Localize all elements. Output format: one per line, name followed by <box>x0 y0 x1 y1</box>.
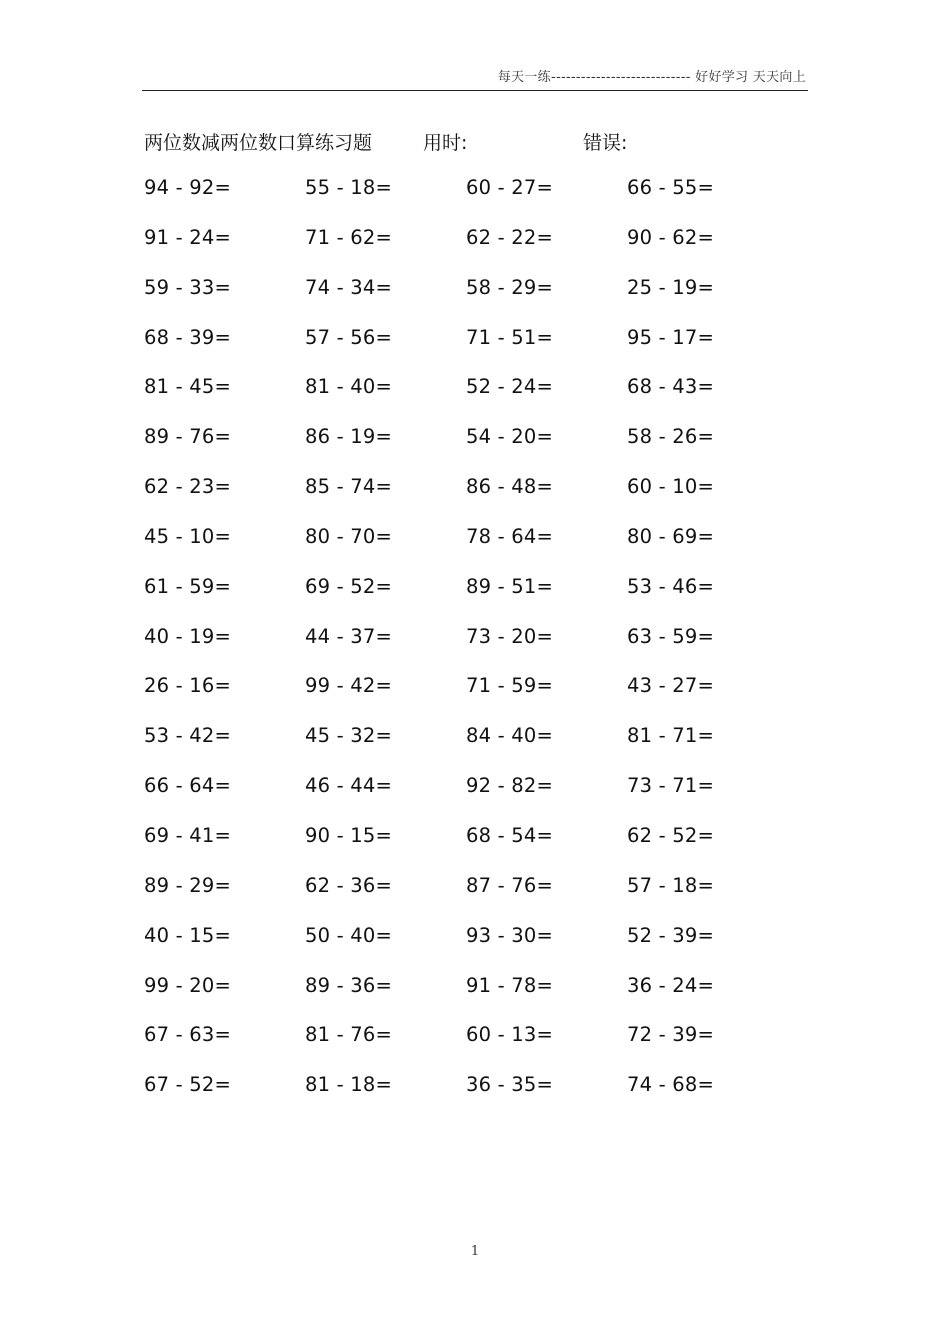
problem-item: 61 - 59= <box>144 574 231 598</box>
problem-row <box>144 974 804 1024</box>
problem-item: 74 - 68= <box>627 1073 714 1097</box>
problem-row <box>144 625 804 675</box>
problem-row <box>144 774 804 824</box>
problem-item: 67 - 52= <box>144 1073 231 1097</box>
problem-row <box>144 1073 804 1123</box>
problem-item: 62 - 36= <box>305 873 392 897</box>
problem-row <box>144 1023 804 1073</box>
problem-item: 69 - 52= <box>305 574 392 598</box>
problem-item: 85 - 74= <box>305 475 392 499</box>
problem-item: 73 - 71= <box>627 774 714 798</box>
problem-item: 89 - 29= <box>144 873 231 897</box>
problem-item: 99 - 42= <box>305 674 392 698</box>
problem-item: 80 - 70= <box>305 524 392 548</box>
problem-row <box>144 874 804 924</box>
problem-item: 46 - 44= <box>305 774 392 798</box>
problem-item: 52 - 24= <box>466 375 553 399</box>
problem-item: 92 - 82= <box>466 774 553 798</box>
problem-item: 90 - 15= <box>305 823 392 847</box>
problem-item: 71 - 62= <box>305 225 392 249</box>
problem-item: 52 - 39= <box>627 923 714 947</box>
problem-item: 55 - 18= <box>305 176 392 199</box>
problem-item: 26 - 16= <box>144 674 231 698</box>
problem-item: 93 - 30= <box>466 923 553 947</box>
problem-item: 86 - 48= <box>466 475 553 499</box>
problem-item: 50 - 40= <box>305 923 392 947</box>
problem-item: 53 - 46= <box>627 574 714 598</box>
problem-row <box>144 724 804 774</box>
worksheet-title: 两位数减两位数口算练习题 <box>144 132 373 154</box>
problem-item: 89 - 36= <box>305 973 392 997</box>
problem-item: 44 - 37= <box>305 624 392 648</box>
problem-item: 69 - 41= <box>144 823 231 847</box>
problem-item: 89 - 51= <box>466 574 553 598</box>
problem-item: 86 - 19= <box>305 425 392 449</box>
problem-item: 43 - 27= <box>627 674 714 698</box>
problem-item: 91 - 24= <box>144 225 231 249</box>
problem-item: 81 - 18= <box>305 1073 392 1097</box>
problem-row <box>144 276 804 326</box>
problem-item: 60 - 10= <box>627 475 714 499</box>
problem-item: 80 - 69= <box>627 524 714 548</box>
problem-grid <box>144 176 804 1123</box>
problem-item: 78 - 64= <box>466 524 553 548</box>
problem-item: 60 - 13= <box>466 1023 553 1047</box>
problem-item: 72 - 39= <box>627 1023 714 1047</box>
problem-item: 95 - 17= <box>627 325 714 349</box>
problem-item: 87 - 76= <box>466 873 553 897</box>
problem-row <box>144 425 804 475</box>
problem-item: 71 - 51= <box>466 325 553 349</box>
problem-row <box>144 674 804 724</box>
problem-item: 94 - 92= <box>144 176 231 199</box>
problem-row <box>144 525 804 575</box>
problem-item: 68 - 43= <box>627 375 714 399</box>
problem-item: 89 - 76= <box>144 425 231 449</box>
problem-item: 58 - 26= <box>627 425 714 449</box>
problem-item: 66 - 64= <box>144 774 231 798</box>
problem-item: 67 - 63= <box>144 1023 231 1047</box>
problem-row <box>144 375 804 425</box>
problem-item: 25 - 19= <box>627 275 714 299</box>
problem-item: 60 - 27= <box>466 176 553 199</box>
problem-item: 59 - 33= <box>144 275 231 299</box>
problem-item: 81 - 45= <box>144 375 231 399</box>
problem-item: 45 - 10= <box>144 524 231 548</box>
problem-item: 71 - 59= <box>466 674 553 698</box>
problem-item: 90 - 62= <box>627 225 714 249</box>
problem-item: 58 - 29= <box>466 275 553 299</box>
problem-item: 40 - 19= <box>144 624 231 648</box>
problem-item: 36 - 24= <box>627 973 714 997</box>
problem-item: 45 - 32= <box>305 724 392 748</box>
time-label: 用时: <box>423 132 468 154</box>
problem-item: 91 - 78= <box>466 973 553 997</box>
error-label: 错误: <box>583 132 628 154</box>
problem-item: 68 - 54= <box>466 823 553 847</box>
problem-row <box>144 176 804 226</box>
problem-item: 81 - 71= <box>627 724 714 748</box>
problem-item: 68 - 39= <box>144 325 231 349</box>
problem-row <box>144 226 804 276</box>
problem-item: 53 - 42= <box>144 724 231 748</box>
problem-item: 81 - 40= <box>305 375 392 399</box>
problem-row <box>144 575 804 625</box>
problem-row <box>144 824 804 874</box>
problem-item: 62 - 52= <box>627 823 714 847</box>
problem-item: 36 - 35= <box>466 1073 553 1097</box>
problem-item: 84 - 40= <box>466 724 553 748</box>
problem-item: 99 - 20= <box>144 973 231 997</box>
problem-item: 63 - 59= <box>627 624 714 648</box>
problem-item: 66 - 55= <box>627 176 714 199</box>
problem-item: 62 - 22= <box>466 225 553 249</box>
problem-item: 40 - 15= <box>144 923 231 947</box>
problem-row <box>144 924 804 974</box>
problem-item: 57 - 18= <box>627 873 714 897</box>
problem-item: 73 - 20= <box>466 624 553 648</box>
problem-item: 54 - 20= <box>466 425 553 449</box>
page-number: 1 <box>470 1244 480 1259</box>
problem-item: 57 - 56= <box>305 325 392 349</box>
problem-item: 81 - 76= <box>305 1023 392 1047</box>
problem-item: 62 - 23= <box>144 475 231 499</box>
problem-item: 74 - 34= <box>305 275 392 299</box>
problem-row <box>144 475 804 525</box>
page-header <box>142 64 808 91</box>
problem-row <box>144 326 804 376</box>
title-row <box>144 128 804 158</box>
header-text: 每天一练---------------------------- 好好学习 天天向上 <box>497 70 806 85</box>
